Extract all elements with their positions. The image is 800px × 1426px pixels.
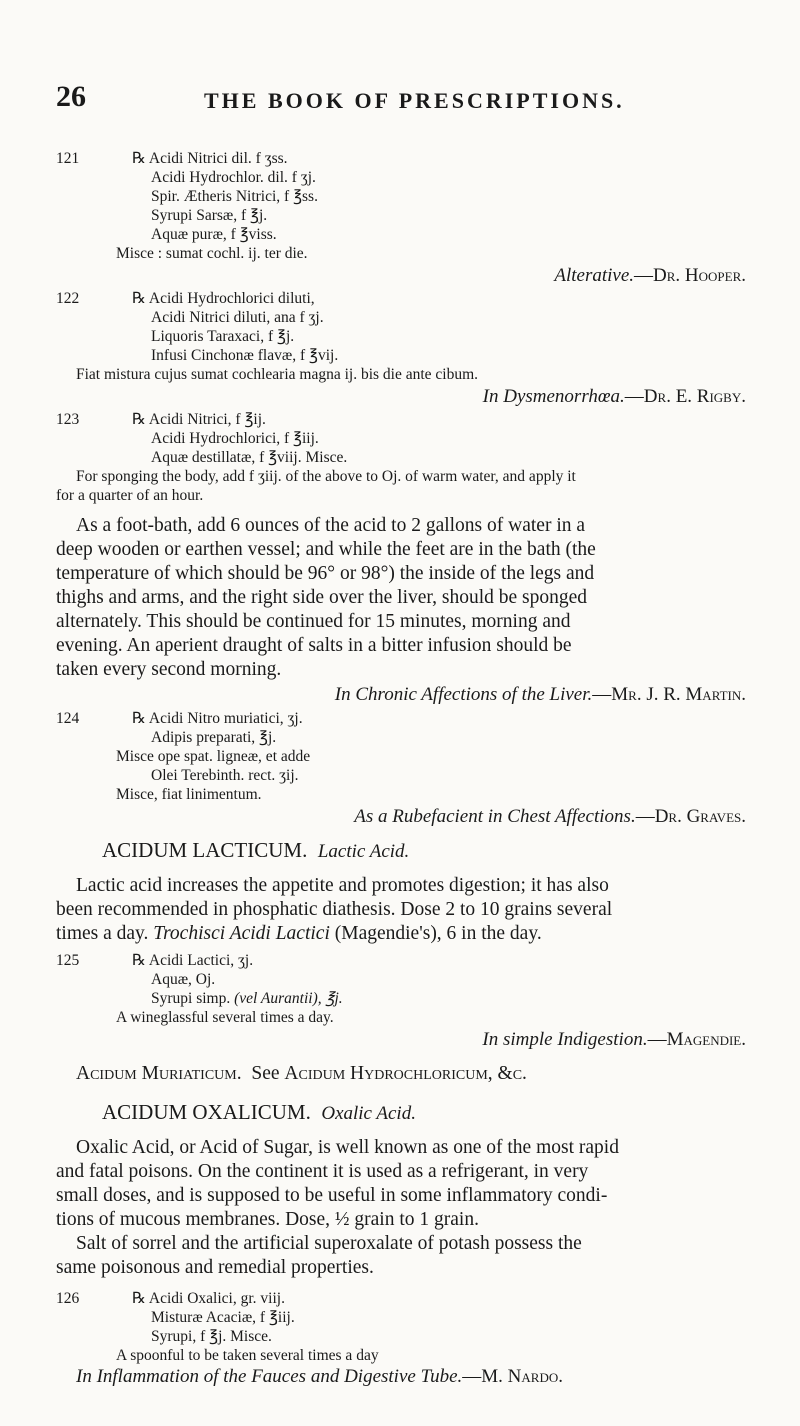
paragraph-line: As a foot-bath, add 6 ounces of the acid to 2 gallons of water in a <box>76 515 586 536</box>
paragraph-line: evening. An aperient draught of salts in a bitter infusion should be <box>56 635 572 656</box>
rx-line <box>151 989 343 1008</box>
heading-english: Lactic Acid. <box>317 841 410 862</box>
rx-direction: for a quarter of an hour. <box>56 487 204 504</box>
rx-line: ℞ Acidi Nitro muriatici, ʒj. <box>132 710 303 727</box>
rx-line: Aquæ puræ, f ℥viss. <box>151 226 277 243</box>
rx-line: Acidi Hydrochlorici, f ℥iij. <box>151 430 319 447</box>
cross-reference-term: Acidum Muriaticum. <box>76 1063 242 1084</box>
running-title: THE BOOK OF PRESCRIPTIONS. <box>204 88 625 113</box>
rx-line: Aquæ destillatæ, f ℥viij. Misce. <box>151 449 348 466</box>
attribution-author: —Dr. Hooper. <box>634 265 746 286</box>
paragraph-line: Salt of sorrel and the artificial superoxalate of potash possess the <box>76 1233 582 1254</box>
heading-latin: ACIDUM OXALICUM. <box>102 1100 311 1124</box>
attribution <box>335 684 746 706</box>
rx-line: ℞ Acidi Nitrici, f ℥ij. <box>132 411 266 428</box>
paragraph-line: and fatal poisons. On the continent it is used as a refrigerant, in very <box>56 1161 589 1182</box>
rx-direction: Fiat mistura cujus sumat cochlearia magna ij. bis die ante cibum. <box>76 366 479 383</box>
section-heading <box>102 1100 416 1125</box>
text-run: times a day. <box>56 923 149 944</box>
page-header <box>56 80 776 124</box>
attribution-use: In Dysmenorrhœa. <box>482 386 625 407</box>
attribution-author: —Magendie. <box>647 1029 746 1050</box>
rx-line: Adipis preparati, ℥j. <box>151 729 277 746</box>
rx-line: ℞ Acidi Oxalici, gr. viij. <box>132 1290 285 1307</box>
rx-line: Aquæ, Oj. <box>151 971 216 988</box>
heading-latin: ACIDUM LACTICUM. <box>102 838 308 862</box>
paragraph-line: Lactic acid increases the appetite and promotes digestion; it has also <box>76 875 609 896</box>
rx-line: Misturæ Acaciæ, f ℥iij. <box>151 1309 295 1326</box>
paragraph-line: Oxalic Acid, or Acid of Sugar, is well known as one of the most rapid <box>76 1137 619 1158</box>
attribution <box>76 1366 563 1388</box>
prescription-number: 125 <box>56 952 80 969</box>
rx-line: Acidi Nitrici diluti, ana f ʒj. <box>151 309 324 326</box>
paragraph-line: tions of mucous membranes. Dose, ½ grain to 1 grain. <box>56 1209 479 1230</box>
paragraph-line: been recommended in phosphatic diathesis. Dose 2 to 10 grains several <box>56 899 613 920</box>
page-number: 26 <box>56 80 86 113</box>
rx-line: Misce ope spat. ligneæ, et adde <box>116 748 311 765</box>
attribution <box>354 806 746 828</box>
paragraph-line: same poisonous and remedial properties. <box>56 1257 374 1278</box>
rx-line: ℞ Acidi Hydrochlorici diluti, <box>132 290 315 307</box>
prescription-number: 126 <box>56 1290 80 1307</box>
prescription-number: 121 <box>56 150 80 167</box>
prescription-number: 123 <box>56 411 80 428</box>
attribution-use: Alterative. <box>554 265 635 286</box>
attribution-use: In Inflammation of the Fauces and Digestive Tube. <box>76 1366 463 1387</box>
attribution <box>482 1029 746 1051</box>
preparation-name: Trochisci Acidi Lactici <box>153 923 330 944</box>
section-heading <box>102 838 409 863</box>
attribution-use: In Chronic Affections of the Liver. <box>334 684 593 705</box>
paragraph-line: small doses, and is supposed to be useful in some inflammatory condi- <box>56 1185 608 1206</box>
attribution-author: —Dr. E. Rigby. <box>624 386 746 407</box>
cross-reference-target: Acidum Hydrochloricum, &c. <box>284 1063 527 1084</box>
rx-line: Liquoris Taraxaci, f ℥j. <box>151 328 295 345</box>
paragraph-line: thighs and arms, and the right side over the liver, should be sponged <box>56 587 588 608</box>
attribution-use: In simple Indigestion. <box>482 1029 648 1050</box>
paragraph-line: temperature of which should be 96° or 98°) the inside of the legs and <box>56 563 595 584</box>
paragraph-line: deep wooden or earthen vessel; and while the feet are in the bath (the <box>56 539 596 560</box>
text-run: (Magendie's), 6 in the day. <box>334 923 542 944</box>
rx-line: Infusi Cinchonæ flavæ, f ℥vij. <box>151 347 339 364</box>
rx-direction: A wineglassful several times a day. <box>116 1009 334 1026</box>
heading-english: Oxalic Acid. <box>321 1103 416 1124</box>
rx-direction: Misce, fiat linimentum. <box>116 786 262 803</box>
cross-reference <box>76 1062 527 1086</box>
rx-line: Spir. Ætheris Nitrici, f ℥ss. <box>151 188 318 205</box>
attribution-use: As a Rubefacient in Chest Affections. <box>354 806 636 827</box>
prescription-number: 122 <box>56 290 80 307</box>
text-run: (vel Aurantii), ℥j. <box>234 990 343 1007</box>
attribution-author: —Dr. Graves. <box>635 806 746 827</box>
rx-line: Syrupi Sarsæ, f ℥j. <box>151 207 268 224</box>
rx-line: Acidi Hydrochlor. dil. f ʒj. <box>151 169 316 186</box>
cross-reference-see: See <box>251 1063 280 1084</box>
rx-line: Syrupi, f ℥j. Misce. <box>151 1328 272 1345</box>
paragraph-line: taken every second morning. <box>56 659 282 680</box>
attribution <box>483 386 746 408</box>
text-run: Syrupi simp. <box>151 990 231 1007</box>
rx-direction: Misce : sumat cochl. ij. ter die. <box>116 245 308 262</box>
attribution <box>554 265 746 287</box>
paragraph-line: alternately. This should be continued for 15 minutes, morning and <box>56 611 571 632</box>
rx-line: ℞ Acidi Nitrici dil. f ʒss. <box>132 150 288 167</box>
rx-direction: A spoonful to be taken several times a day <box>116 1347 379 1364</box>
attribution-author: —Mr. J. R. Martin. <box>592 684 746 705</box>
rx-line: ℞ Acidi Lactici, ʒj. <box>132 952 254 969</box>
rx-direction: For sponging the body, add f ʒiij. of the above to Oj. of warm water, and apply it <box>76 468 576 485</box>
attribution-author: —M. Nardo. <box>462 1366 563 1387</box>
rx-line: Olei Terebinth. rect. ʒij. <box>151 767 299 784</box>
prescription-number: 124 <box>56 710 80 727</box>
paragraph-line <box>56 922 542 946</box>
